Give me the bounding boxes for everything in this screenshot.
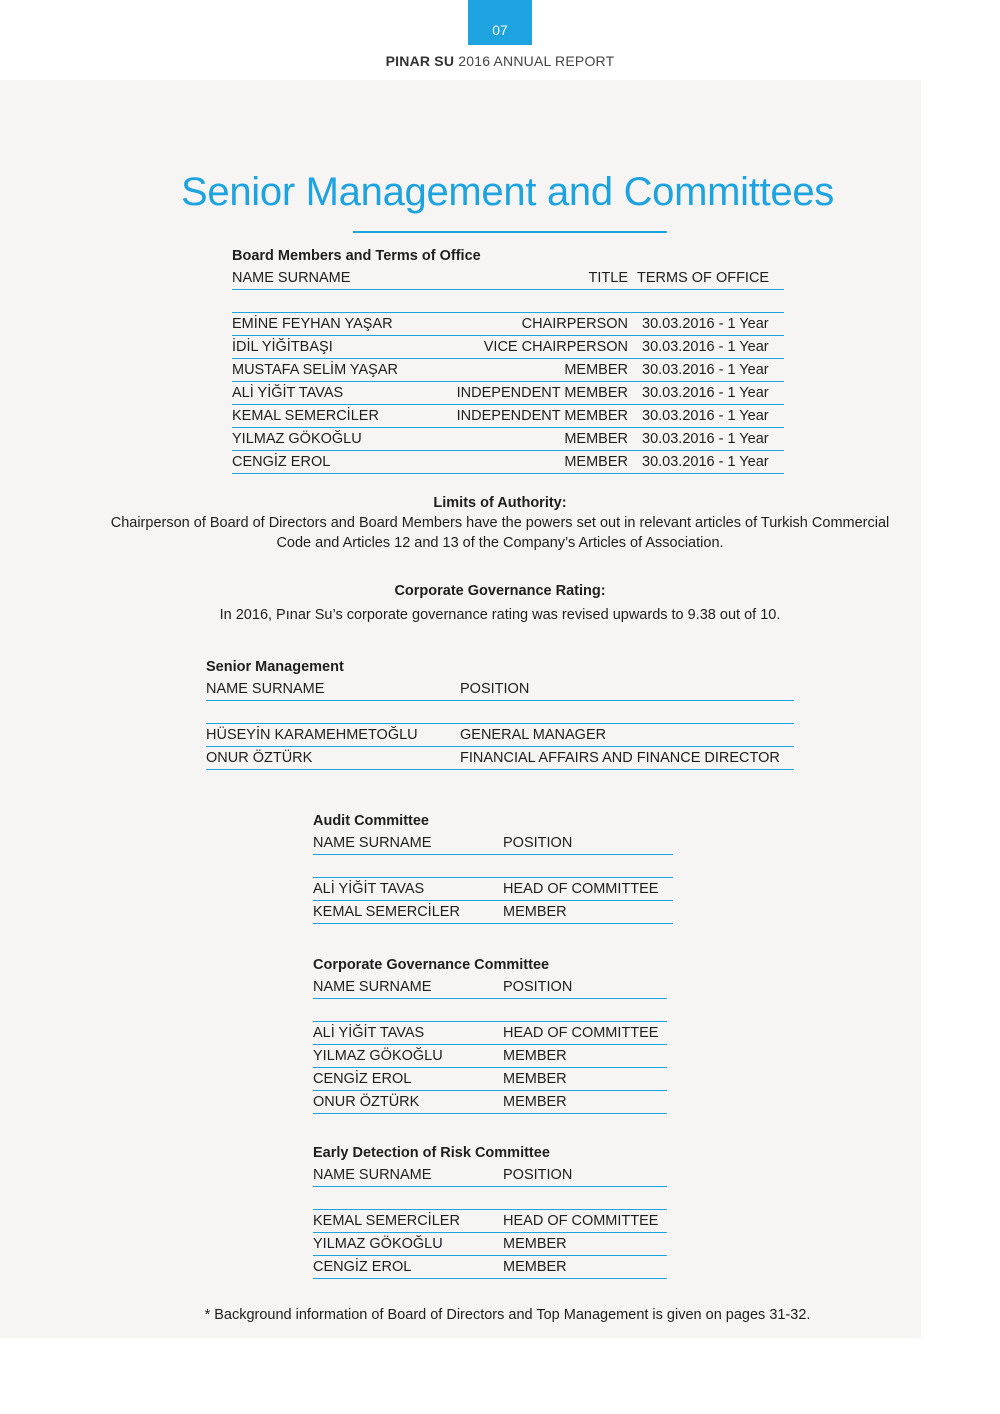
member-title: INDEPENDENT MEMBER [456,385,628,401]
table-header-row [206,678,794,701]
column-header-position: POSITION [503,835,573,851]
member-term: 30.03.2016 - 1 Year [642,316,769,332]
senior-management-table [206,656,794,770]
column-header-terms: TERMS OF OFFICE [637,270,770,286]
member-name: YILMAZ GÖKOĞLU [313,1236,443,1252]
table-spacer [206,701,794,724]
table-row [313,1068,667,1091]
column-header-name: NAME SURNAME [206,681,325,697]
page-title: Senior Management and Committees [181,170,834,214]
column-header-position: POSITION [460,681,530,697]
member-term: 30.03.2016 - 1 Year [642,362,769,378]
member-name: MUSTAFA SELİM YAŞAR [232,362,398,378]
column-header-title: TITLE [588,270,628,286]
member-term: 30.03.2016 - 1 Year [642,431,769,447]
table-row [313,1022,667,1045]
limits-of-authority [0,493,1000,553]
column-header-name: NAME SURNAME [313,1167,432,1183]
table-row [313,1233,667,1256]
table-row [313,1256,667,1279]
limits-heading: Limits of Authority: [433,495,567,511]
table-spacer [313,855,673,878]
report-header [0,53,1000,69]
member-title: MEMBER [564,362,628,378]
member-name: KEMAL SEMERCİLER [313,904,460,920]
corporate-governance-committee-table [313,954,667,1114]
member-name: CENGİZ EROL [232,454,331,470]
member-position: MEMBER [503,1094,567,1110]
member-position: GENERAL MANAGER [460,727,607,743]
board-members-table [232,245,784,474]
member-title: INDEPENDENT MEMBER [456,408,628,424]
table-header-row [313,832,673,855]
table-row [313,1045,667,1068]
column-header-name: NAME SURNAME [232,270,351,286]
member-position: MEMBER [503,1259,567,1275]
table-row [313,901,673,924]
column-header-name: NAME SURNAME [313,835,432,851]
member-title: MEMBER [564,454,628,470]
table-caption: Board Members and Terms of Office [232,248,481,264]
member-title: CHAIRPERSON [521,316,628,332]
table-spacer [313,1187,667,1210]
audit-committee-table [313,810,673,924]
table-row [232,428,784,451]
risk-committee-table [313,1142,667,1279]
member-name: KEMAL SEMERCİLER [313,1213,460,1229]
column-header-name: NAME SURNAME [313,979,432,995]
member-name: KEMAL SEMERCİLER [232,408,379,424]
table-header-row [232,267,784,290]
member-name: ALİ YİĞİT TAVAS [232,385,344,401]
member-position: MEMBER [503,904,567,920]
member-position: HEAD OF COMMITTEE [503,1213,659,1229]
rating-heading: Corporate Governance Rating: [394,583,606,599]
member-name: ONUR ÖZTÜRK [313,1094,420,1110]
footnote: * Background information of Board of Directors and Top Management is given on pages 31-32. [204,1307,811,1323]
member-title: VICE CHAIRPERSON [483,339,628,355]
member-name: ALİ YİĞİT TAVAS [313,881,425,897]
table-row [232,382,784,405]
column-header-position: POSITION [503,1167,573,1183]
member-term: 30.03.2016 - 1 Year [642,408,769,424]
member-title: MEMBER [564,431,628,447]
table-row [313,1091,667,1114]
governance-rating [0,581,1000,625]
page-number-tab [468,0,532,45]
table-caption: Audit Committee [313,813,429,829]
table-row [232,405,784,428]
member-term: 30.03.2016 - 1 Year [642,339,769,355]
table-header-row [313,976,667,999]
member-position: HEAD OF COMMITTEE [503,1025,659,1041]
member-name: ONUR ÖZTÜRK [206,750,313,766]
limits-text-line-2: Code and Articles 12 and 13 of the Company’s Articles of Association. [276,535,724,551]
table-caption: Early Detection of Risk Committee [313,1145,550,1161]
member-name: ALİ YİĞİT TAVAS [313,1025,425,1041]
table-row [232,313,784,336]
page-number: 07 [492,22,508,38]
member-name: EMİNE FEYHAN YAŞAR [232,316,393,332]
report-title: 2016 ANNUAL REPORT [458,53,615,69]
table-row [313,1210,667,1233]
member-name: CENGİZ EROL [313,1259,412,1275]
table-header-row [313,1164,667,1187]
member-position: MEMBER [503,1048,567,1064]
member-position: FINANCIAL AFFAIRS AND FINANCE DIRECTOR [460,750,780,766]
rating-text: In 2016, Pınar Su’s corporate governance rating was revised upwards to 9.38 out of 10. [219,607,781,623]
member-name: HÜSEYİN KARAMEHMETOĞLU [206,727,418,743]
table-caption: Corporate Governance Committee [313,957,550,973]
column-header-position: POSITION [503,979,573,995]
table-row [232,336,784,359]
member-term: 30.03.2016 - 1 Year [642,385,769,401]
title-underline [353,231,667,233]
table-spacer [232,290,784,313]
table-row [232,451,784,474]
member-name: İDİL YİĞİTBAŞI [232,339,333,355]
member-name: CENGİZ EROL [313,1071,412,1087]
member-name: YILMAZ GÖKOĞLU [232,431,362,447]
member-position: MEMBER [503,1236,567,1252]
limits-text-line-1: Chairperson of Board of Directors and Board Members have the powers set out in relevant articles of Turkish Commercial [110,515,890,531]
member-term: 30.03.2016 - 1 Year [642,454,769,470]
member-name: YILMAZ GÖKOĞLU [313,1048,443,1064]
brand-name: PINAR SU [385,53,455,69]
table-row [232,359,784,382]
table-spacer [313,999,667,1022]
member-position: HEAD OF COMMITTEE [503,881,659,897]
table-row [206,747,794,770]
table-row [206,724,794,747]
member-position: MEMBER [503,1071,567,1087]
table-caption: Senior Management [206,659,344,675]
table-row [313,878,673,901]
